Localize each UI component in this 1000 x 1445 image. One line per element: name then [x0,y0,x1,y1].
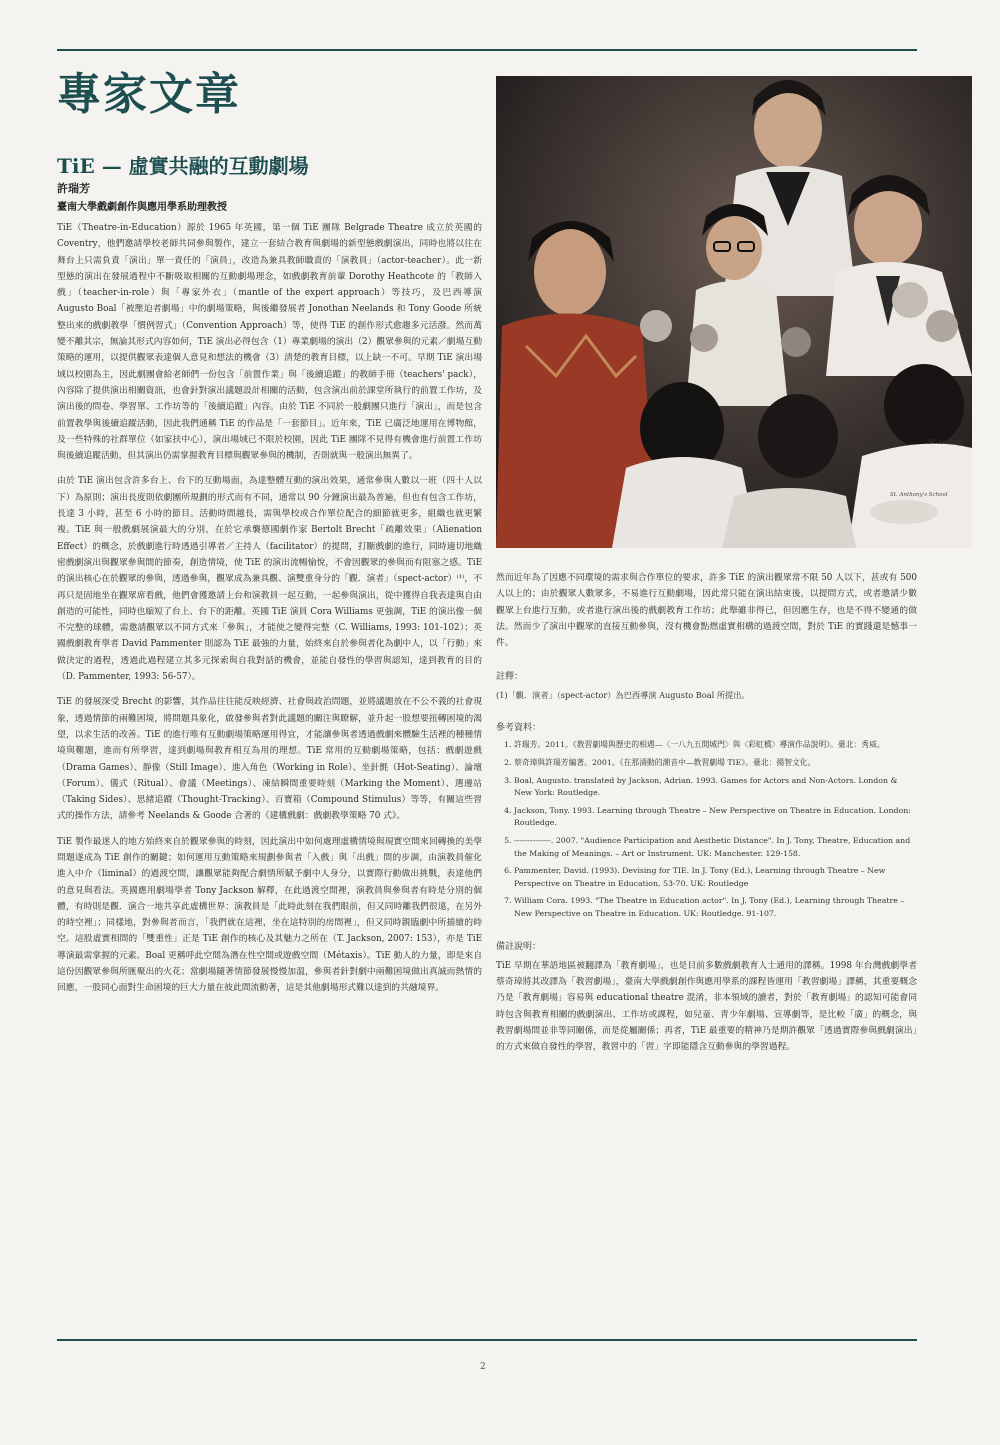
reference-item: 2. 蔡奇璋與許瑞芳編著。2001。《在那涌動的潮音中—教習劇場 TIE》。臺北：揚智文化。 [514,757,917,770]
left-column [57,220,482,1310]
article-title: TiE — 虛實共融的互動劇場 [57,154,309,178]
top-rule [57,49,917,51]
body-paragraph-3: TiE 的發展深受 Brecht 的影響，其作品往往能反映經濟、社會與政治問題，並將議題放在不公不義的社會現象，透過情節的兩難困境，將問題具象化，啟發參與者對此議題的關注與瞭解，並升起一股想要扭轉困境的渴望，以求生活的改善。TiE 的進行唯有互動劇場策略運用得宜，才能讓參與者透過戲劇來體驗生活裡的種種情境與難題，進而有所學習，達到劇場與教育相互為用的理想。TiE 常用的互動劇場策略，包括：戲劇遊戲（Drama Games）、靜像（Still Image）、進入角色（Working in Role）、坐針氈（Hot-Seating）、論壇（Forum）、儀式（Ritual）、會議（Meetings）、凍結瞬間重要時刻（Marking the Moment）、選邊站（Taking Sides）、思緒追蹤（Thought-Tracking）、百寶箱（Compound Stimulus）等等，有關這些習式的操作方法，請參考 Neelands & Goode 合著的《建構戲劇：戲劇教學策略 70 式》。 [57,697,482,822]
author-name: 許瑞芳 [57,182,90,195]
reference-list [496,739,917,920]
reference-item: 6. Pammenter, David. (1993). Devising for TIE. In J. Tony (Ed.), Learning through Theatre – New Perspective on Theatre in Education, 53-70. UK: Routledge [514,865,917,890]
right-column [496,570,917,1310]
performance-photo-illustration [496,76,972,548]
body-paragraph-4: TiE 製作最迷人的地方始終來自於觀眾參與的時刻，因此演出中如何處理虛構情境與現實空間來回轉換的美學問題遂成為 TiE 創作的關鍵；如何運用互動策略來規劃參與者「入戲」與「出戲」間的步調，由演教員催化進入中介（liminal）的過渡空間，讓觀眾能夠配合劇情所賦予劇中人身分，以實際行動做出挑戰，表達他們的意見與看法。英國應用劇場學者 Tony Jackson 解釋，在此過渡空間裡，演教員與參與者有時是分別的個體，有時則是觀．演合一地共享此虛構世界：演教員是「此時此刻在我們眼前，但又同時離我們很遠，在另外的時空裡」；同樣地，對參與者而言，「我們就在這裡，坐在這特別的房間裡」，但又同時親臨劇中所描繪的時空。這股虛實相間的「雙重性」正是 TiE 創作的核心及其魅力之所在（T. Jackson, 2007: 153），亦是 TiE 導演最需掌握的元素。Boal 更稱呼此空間為潛在性空間或遊戲空間（Métaxis）。TiE 動人的力量，即是來自這份因觀眾參與所匯聚出的火花；當劇場隨著情節發展慢慢加溫，參與者針對劇中兩難困境做出真誠而熱情的回應，一股同心面對生命困境的巨大力量在彼此間流動著，這是其他劇場形式難以達到的共融境界。 [57,836,482,994]
reference-item: 5. --------------. 2007. "Audience Participation and Aesthetic Distance". In J. Tony, Theatre, Education and the Making of Meanings. – Art or Instrument. UK: Manchester. 129-158. [514,835,917,860]
body-paragraph-right: 然而近年為了因應不同環境的需求與合作單位的要求，許多 TiE 的演出觀眾常不限 50 人以下，甚或有 500 人以上的；由於觀眾人數眾多，不易進行互動劇場，因此常只能在演出結束後，以提問方式，或者邀請少數觀眾上台進行互動，或者進行演出後的戲劇教育工作坊；此舉雖非得已，但因應生存，也是不得不變通的做法。然而少了演出中觀眾的直接互動參與，沒有機會點燃虛實相構的過渡空間，對於 TiE 的實踐還是憾事一件。 [496,573,917,649]
note-1: (1)「觀．演者」（spect-actor）為巴西導演 Augusto Boal 所提出。 [496,690,750,701]
photo-badge-2: St. Anthony's School [890,492,948,498]
remarks-label: 備註說明： [496,941,542,952]
remarks-text: TiE 早期在華語地區被翻譯為「教育劇場」，也是目前多數戲劇教育人士通用的譯稱。1998 年台灣戲劇學者蔡奇璋將其改譯為「教習劇場」，臺南大學戲劇創作與應用學系的課程皆運用「教習劇場」譯稱，其重要概念乃是「教育劇場」容易與 educational theatre 混淆，非本領域的讀者，對於「教育劇場」的認知可能會同時包含與教育相關的戲劇演出、工作坊或課程，如兒童、青少年劇場、宣導劇等，是比較「廣」的概念，與教習劇場間並非等同關係，而是從屬關係；再者，TiE 最重要的精神乃是期許觀眾「透過實際參與戲劇演出」的方式來做自發性的學習，教習中的「習」字即能隱含互動參與的學習過程。 [496,960,917,1053]
reference-item: 1. 許瑞芳。2011。《教習劇場與歷史的相遇—〈一八九五開城門〉與〈彩虹橋〉導演作品說明》。臺北：秀威。 [514,739,917,752]
reference-item: 4. Jackson, Tony. 1993. Learning through Theatre – New Perspective on Theatre in Education. London: Routledge. [514,805,917,830]
performance-photo [496,76,972,548]
notes-label: 註釋： [496,672,524,683]
reference-item: 7. William Cora. 1993. "The Theatre in Education actor". In J. Tony (Ed.), Learning through Theatre – New Perspective on Theatre in Education. UK: Routledge. 91-107. [514,895,917,920]
page-number: 2 [480,1362,486,1372]
reference-item: 3. Boal, Augusto. translated by Jackson, Adrian. 1993. Games for Actors and Non-Actors. London & New York: Routledge. [514,775,917,800]
body-paragraph-1: TiE（Theatre-in-Education）源於 1965 年英國，第一個 TiE 團隊 Belgrade Theatre 成立於英國的 Coventry，他們邀請學校老師共同參與製作，建立一套結合教育與劇場的新型態戲劇演出，同時也將以往在舞台上只需負責「演出」單一責任的「演員」，改造為兼具教師職責的「演教員」（actor-teacher）。此一新型態的演出在發展過程中不斷吸取相關的互動劇場理念，如戲劇教育前輩 Dorothy Heathcote 的「教師入戲」（teacher-in-role）與「專家外衣」（mantle of the expert approach）等技巧，及巴西導演 Augusto Boal「被壓迫者劇場」中的劇場策略，與後繼發展者 Jonothan Neelands 和 Tony Goode 所統整出來的戲劇教學「慣例習式」（Convention Approach）等，使得 TiE 的創作形式愈趨多元活潑。然而萬變不離其宗，無論其形式內容如何，TiE 演出必得包含（1）專業劇場的演出（2）觀眾參與的元素／劇場互動策略的運用，以提供觀眾表達個人意見和想法的機會（3）清楚的教育目標，以上缺一不可。早期 TiE 演出場域以校園為主，因此劇團會給老師們一份包含「前置作業」與「後續追蹤」的教師手冊（teachers' pack），內容除了提供演出相關資訊，也會針對演出議題設計相關的活動，包含演出前於課堂所執行的前置工作坊，及演出後的問卷、學習單、工作坊等的「後續追蹤」內容。由於 TiE 不同於一般劇團只進行「演出」，而是包含前置教學與後續追蹤活動，因此我們通稱 TiE 的作品是「一套節目」。近年來，TiE 已廣泛地運用在博物館，及一些特殊的社群單位（如家扶中心），演出場域已不限於校園，因此 TiE 團隊不見得有機會進行前置工作坊與後續追蹤活動，但其演出仍需掌握教育目標與觀眾參與的機制，否則就與一般演出無異了。 [57,223,482,462]
photo-badge-1: St. Anthony [928,439,964,446]
bottom-rule [57,1339,917,1341]
body-paragraph-2: 由於 TiE 演出包含許多台上、台下的互動場面，為達整體互動的演出效果，通常參與人數以一班（四十人以下）為原則；演出長度則依劇團所規劃的形式而有不同，通常以 90 分鐘演出最為普遍，但也有包含工作坊，長達 3 小時，甚至 6 小時的節目。活動時間越長，需與學校或合作單位配合的細節就更多，組織也就更繁複。TiE 與一般戲劇展演最大的分別，在於它承襲德國劇作家 Bertolt Brecht「疏離效果」（Alienation Effect）的概念，於戲劇進行時透過引導者／主持人（facilitator）的提問，打斷戲劇的進行，同時適切地織密戲劇演出與觀眾參與間的節奏，創造情境，使 TiE 的演出流暢愉悅，不會因觀眾的參與而有阻塞之感。TiE 的演出核心在於觀眾的參與，透過參與，觀眾成為兼具觀、演雙重身分的「觀．演者」（spect-actor）⁽¹⁾，不再只是固地坐在觀眾席看戲，他們會獲邀請上台和演教員一起互動，一起參與演出，從中獲得自我表達與自由創造的可能性，同時也縮短了台上、台下的距離。英國 TiE 演員 Cora Williams 更強調，TiE 的演出像一個不完整的球體，需邀請觀眾以不同方式來「參與」，才能使之變得完整（C. Williams, 1993: 101-102）；英國戲劇教育學者 David Pammenter 則認為 TiE 最強的力量，始終來自於參與者化為劇中人，以「行動」來做決定的過程，透過此過程建立其多元探索與自我對話的機會，並能自發性的學習與認知，達到教育的目的（D. Pammenter, 1993: 56-57）。 [57,476,482,683]
references-label: 參考資料： [496,723,542,734]
section-heading: 專家文章 [57,69,241,120]
author-affiliation: 臺南大學戲劇創作與應用學系助理教授 [57,202,227,213]
